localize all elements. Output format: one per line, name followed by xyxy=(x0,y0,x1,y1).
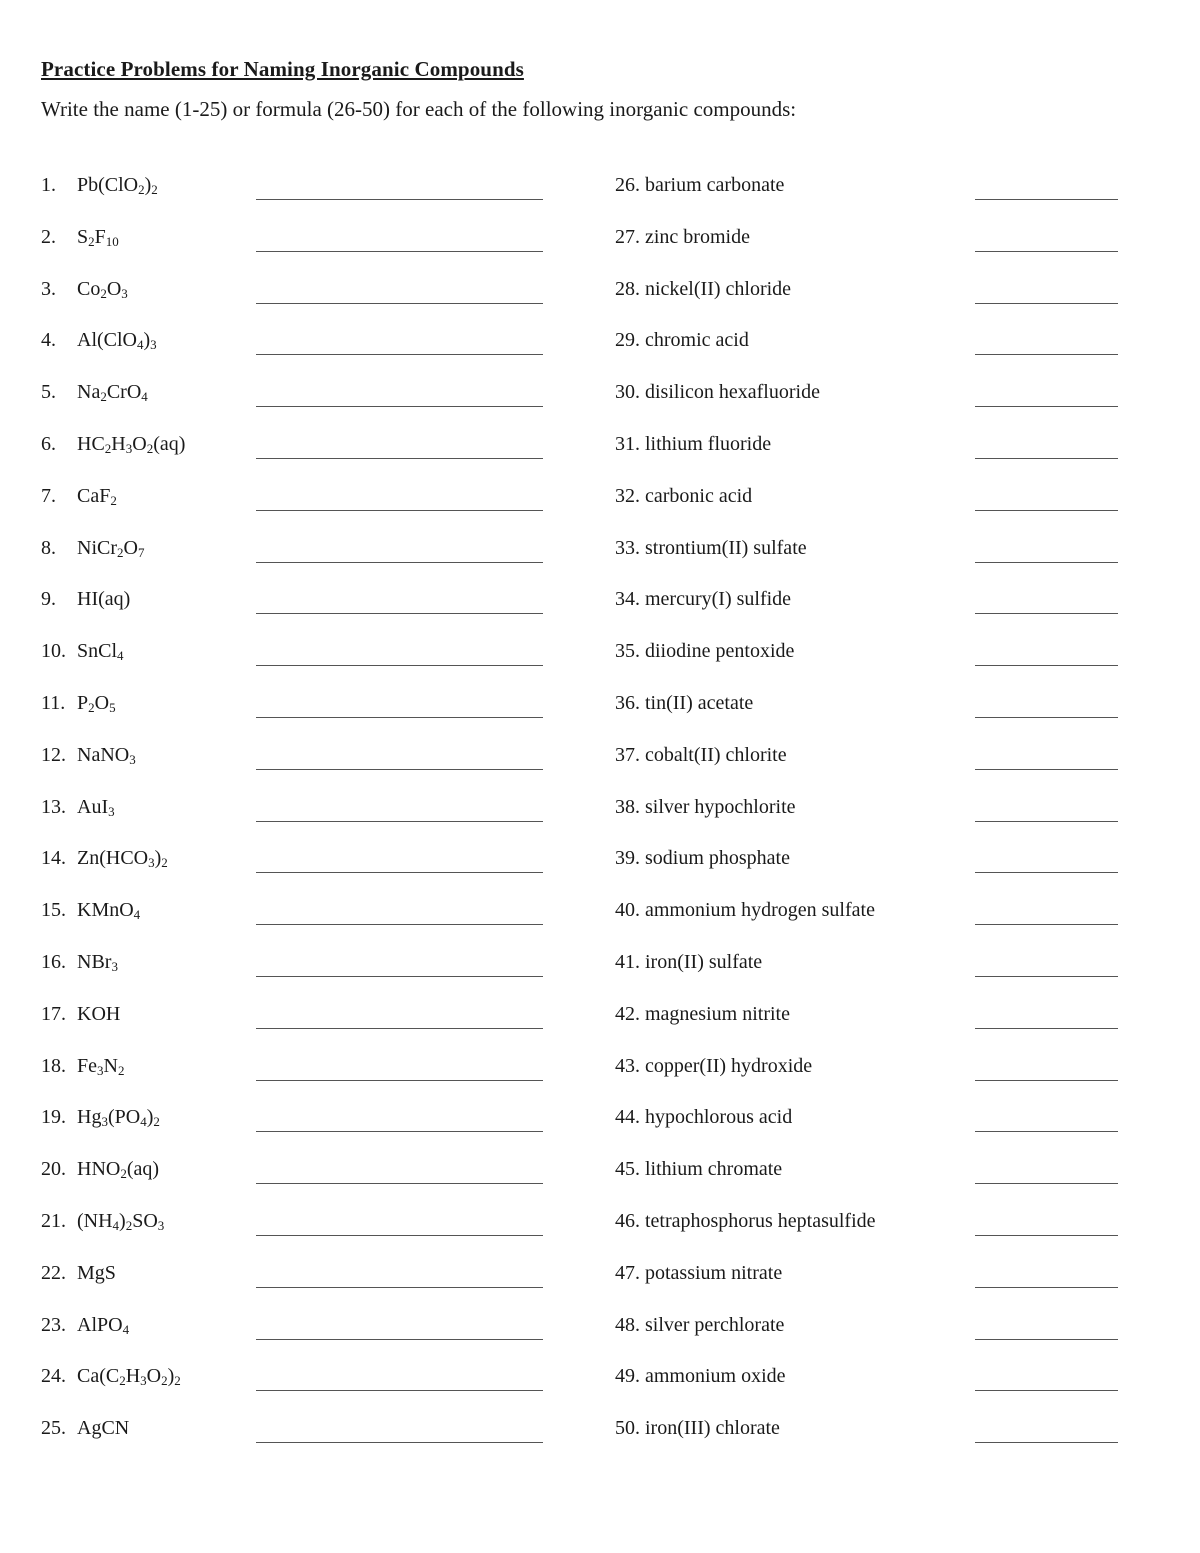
name-problem-row xyxy=(615,483,1125,535)
compound-formula: $Hg_3(PO_4)_2$ xyxy=(77,1106,160,1130)
formula-column xyxy=(41,172,561,1467)
problem-number: 19. xyxy=(41,1106,66,1129)
compound-name: 26. barium carbonate xyxy=(615,174,785,196)
formula-problem-row xyxy=(41,483,561,535)
answer-blank[interactable] xyxy=(256,458,543,459)
answer-blank[interactable] xyxy=(256,354,543,355)
answer-blank[interactable] xyxy=(975,1390,1118,1391)
answer-blank[interactable] xyxy=(975,1442,1118,1443)
problem-number: 24. xyxy=(41,1365,66,1388)
answer-blank[interactable] xyxy=(975,1339,1118,1340)
compound-formula: $(NH_4)_2SO_3$ xyxy=(77,1209,165,1233)
compound-name: 40. ammonium hydrogen sulfate xyxy=(615,899,875,922)
name-problem-row xyxy=(615,1001,1125,1053)
answer-blank[interactable] xyxy=(256,251,543,252)
formula-problem-row xyxy=(41,1312,561,1364)
compound-name: 50. iron(III) chlorate xyxy=(615,1417,780,1440)
compound-formula: NaNO$_3$ xyxy=(77,743,136,767)
compound-name: 41. iron(II) sulfate xyxy=(615,950,763,973)
formula-problem-row xyxy=(41,949,561,1001)
compound-name: 33. strontium(II) sulfate xyxy=(615,536,807,559)
name-problem-row xyxy=(615,1363,1125,1415)
problem-number: 18. xyxy=(41,1054,66,1077)
compound-name: 31. lithium fluoride xyxy=(615,432,772,455)
formula-problem-row xyxy=(41,535,561,587)
name-problem-row xyxy=(615,1312,1125,1364)
answer-blank[interactable] xyxy=(256,303,543,304)
formula-problem-row xyxy=(41,897,561,949)
compound-formula: NBr$_3$ xyxy=(77,950,118,974)
problem-number: 11. xyxy=(41,691,66,714)
name-problem-row xyxy=(615,586,1125,638)
formula-problem-row xyxy=(41,1001,561,1053)
name-problem-row xyxy=(615,1260,1125,1312)
compound-formula: $P_2O_5$ xyxy=(77,691,116,715)
answer-blank[interactable] xyxy=(975,717,1118,718)
name-problem-row xyxy=(615,1156,1125,1208)
answer-blank[interactable] xyxy=(256,1390,543,1391)
answer-blank[interactable] xyxy=(975,872,1118,873)
compound-name: 28. nickel(II) chloride xyxy=(615,277,792,300)
formula-problem-row xyxy=(41,1415,561,1467)
compound-name: 36. tin(II) acetate xyxy=(615,691,754,714)
formula-problem-row xyxy=(41,327,561,379)
problem-number: 17. xyxy=(41,1002,66,1025)
compound-name: 32. carbonic acid xyxy=(615,484,753,507)
name-problem-row xyxy=(615,1415,1125,1467)
name-problem-row xyxy=(615,690,1125,742)
problem-number: 15. xyxy=(41,899,66,922)
compound-name: 39. sodium phosphate xyxy=(615,847,790,870)
answer-blank[interactable] xyxy=(256,199,543,200)
answer-blank[interactable] xyxy=(256,1131,543,1132)
compound-name: 30. disilicon hexafluoride xyxy=(615,381,820,404)
name-column xyxy=(615,172,1125,1467)
answer-blank[interactable] xyxy=(975,613,1118,614)
problem-number: 22. xyxy=(41,1261,66,1284)
compound-name: 46. tetraphosphorus heptasulfide xyxy=(615,1209,876,1232)
instructions: Write the name (1-25) or formula (26-50) for each of the following inorganic compounds: xyxy=(41,97,797,121)
answer-blank[interactable] xyxy=(975,1287,1118,1288)
compound-formula: $Na_2CrO_4$ xyxy=(77,381,148,405)
compound-formula: AuI$_3$ xyxy=(77,795,115,819)
answer-blank[interactable] xyxy=(256,976,543,977)
compound-name: 34. mercury(I) sulfide xyxy=(615,588,792,611)
answer-blank[interactable] xyxy=(256,406,543,407)
problem-number: 9. xyxy=(41,588,56,611)
answer-blank[interactable] xyxy=(256,924,543,925)
answer-blank[interactable] xyxy=(256,562,543,563)
compound-formula: AlPO$_4$ xyxy=(77,1313,130,1337)
problem-number: 13. xyxy=(41,795,66,818)
compound-name: 29. chromic acid xyxy=(615,329,749,352)
formula-problem-row xyxy=(41,586,561,638)
compound-formula: KOH xyxy=(77,1002,121,1025)
compound-formula: $S_2F_{10}$ xyxy=(77,225,119,249)
formula-problem-row xyxy=(41,276,561,328)
problem-number: 6. xyxy=(41,432,56,455)
answer-blank[interactable] xyxy=(256,1442,543,1443)
compound-formula: $Co_2O_3$ xyxy=(77,277,128,301)
answer-blank[interactable] xyxy=(975,1080,1118,1081)
problem-number: 20. xyxy=(41,1158,66,1181)
answer-blank[interactable] xyxy=(975,354,1118,355)
name-problem-row xyxy=(615,1104,1125,1156)
formula-problem-row xyxy=(41,690,561,742)
answer-blank[interactable] xyxy=(975,976,1118,977)
name-problem-row xyxy=(615,327,1125,379)
problem-number: 1. xyxy=(41,174,56,196)
answer-blank[interactable] xyxy=(256,1080,543,1081)
name-problem-row xyxy=(615,845,1125,897)
problem-number: 4. xyxy=(41,329,56,352)
answer-blank[interactable] xyxy=(975,199,1118,200)
name-problem-row xyxy=(615,794,1125,846)
compound-name: 49. ammonium oxide xyxy=(615,1365,786,1388)
compound-formula: $HNO_2(aq)$ xyxy=(77,1158,160,1182)
formula-problem-row xyxy=(41,1156,561,1208)
compound-name: 47. potassium nitrate xyxy=(615,1261,783,1284)
name-problem-row xyxy=(615,949,1125,1001)
answer-blank[interactable] xyxy=(256,821,543,822)
answer-blank[interactable] xyxy=(256,1028,543,1029)
answer-blank[interactable] xyxy=(975,562,1118,563)
answer-blank[interactable] xyxy=(975,510,1118,511)
answer-blank[interactable] xyxy=(256,769,543,770)
name-problem-row xyxy=(615,431,1125,483)
name-problem-row xyxy=(615,276,1125,328)
answer-blank[interactable] xyxy=(256,665,543,666)
compound-formula: $HC_2H_3O_2(aq)$ xyxy=(77,432,186,456)
compound-formula: KMnO$_4$ xyxy=(77,899,141,923)
problem-number: 7. xyxy=(41,484,56,507)
compound-name: 44. hypochlorous acid xyxy=(615,1106,793,1129)
name-problem-row xyxy=(615,742,1125,794)
compound-name: 38. silver hypochlorite xyxy=(615,795,796,818)
problem-number: 8. xyxy=(41,536,56,559)
answer-blank[interactable] xyxy=(975,665,1118,666)
compound-formula: HI(aq) xyxy=(77,588,131,611)
name-problem-row xyxy=(615,535,1125,587)
name-problem-row xyxy=(615,1208,1125,1260)
formula-problem-row xyxy=(41,224,561,276)
name-problem-row xyxy=(615,172,1125,224)
answer-blank[interactable] xyxy=(256,1287,543,1288)
answer-blank[interactable] xyxy=(256,1183,543,1184)
answer-blank[interactable] xyxy=(975,1235,1118,1236)
problem-number: 3. xyxy=(41,277,56,300)
page-title: Practice Problems for Naming Inorganic Compounds xyxy=(41,57,524,81)
answer-blank[interactable] xyxy=(256,613,543,614)
compound-formula: SnCl$_4$ xyxy=(77,640,124,664)
compound-name: 42. magnesium nitrite xyxy=(615,1002,790,1025)
problem-number: 5. xyxy=(41,381,56,404)
problem-number: 21. xyxy=(41,1209,66,1232)
answer-blank[interactable] xyxy=(975,251,1118,252)
answer-blank[interactable] xyxy=(975,458,1118,459)
compound-name: 35. diiodine pentoxide xyxy=(615,640,795,663)
formula-problem-row xyxy=(41,638,561,690)
formula-problem-row xyxy=(41,1260,561,1312)
name-problem-row xyxy=(615,1053,1125,1105)
problem-number: 23. xyxy=(41,1313,66,1336)
formula-problem-row xyxy=(41,1363,561,1415)
formula-problem-row xyxy=(41,794,561,846)
compound-formula: $Zn(HCO_3)_2$ xyxy=(77,847,168,871)
answer-blank[interactable] xyxy=(975,406,1118,407)
compound-name: 27. zinc bromide xyxy=(615,225,750,248)
problem-number: 12. xyxy=(41,743,66,766)
answer-blank[interactable] xyxy=(256,1339,543,1340)
answer-blank[interactable] xyxy=(975,1183,1118,1184)
compound-formula: AgCN xyxy=(77,1417,130,1440)
answer-blank[interactable] xyxy=(256,1235,543,1236)
answer-blank[interactable] xyxy=(256,717,543,718)
formula-problem-row xyxy=(41,1104,561,1156)
compound-formula: $Ca(C_2H_3O_2)_2$ xyxy=(77,1365,181,1389)
formula-problem-row xyxy=(41,431,561,483)
formula-problem-row xyxy=(41,1208,561,1260)
name-problem-row xyxy=(615,638,1125,690)
compound-formula: MgS xyxy=(77,1261,116,1284)
compound-formula: $NiCr_2O_7$ xyxy=(77,536,145,560)
compound-formula: $Pb(ClO_2)_2$ xyxy=(77,174,158,197)
formula-problem-row xyxy=(41,742,561,794)
compound-formula: $Al(ClO_4)_3$ xyxy=(77,329,157,353)
answer-blank[interactable] xyxy=(975,303,1118,304)
answer-blank[interactable] xyxy=(256,872,543,873)
compound-name: 43. copper(II) hydroxide xyxy=(615,1054,813,1077)
compound-name: 48. silver perchlorate xyxy=(615,1313,785,1336)
compound-formula: CaF$_2$ xyxy=(77,484,117,508)
answer-blank[interactable] xyxy=(975,924,1118,925)
name-problem-row xyxy=(615,897,1125,949)
formula-problem-row xyxy=(41,845,561,897)
answer-blank[interactable] xyxy=(975,1131,1118,1132)
formula-problem-row xyxy=(41,1053,561,1105)
name-problem-row xyxy=(615,224,1125,276)
formula-problem-row xyxy=(41,379,561,431)
problem-number: 25. xyxy=(41,1417,66,1440)
compound-formula: $Fe_3N_2$ xyxy=(77,1054,125,1078)
formula-problem-row xyxy=(41,172,561,224)
answer-blank[interactable] xyxy=(975,1028,1118,1029)
compound-name: 37. cobalt(II) chlorite xyxy=(615,743,787,766)
problem-number: 10. xyxy=(41,640,66,663)
name-problem-row xyxy=(615,379,1125,431)
compound-name: 45. lithium chromate xyxy=(615,1158,783,1181)
problem-number: 14. xyxy=(41,847,66,870)
answer-blank[interactable] xyxy=(975,769,1118,770)
problem-number: 16. xyxy=(41,950,66,973)
problem-number: 2. xyxy=(41,225,56,248)
answer-blank[interactable] xyxy=(975,821,1118,822)
answer-blank[interactable] xyxy=(256,510,543,511)
